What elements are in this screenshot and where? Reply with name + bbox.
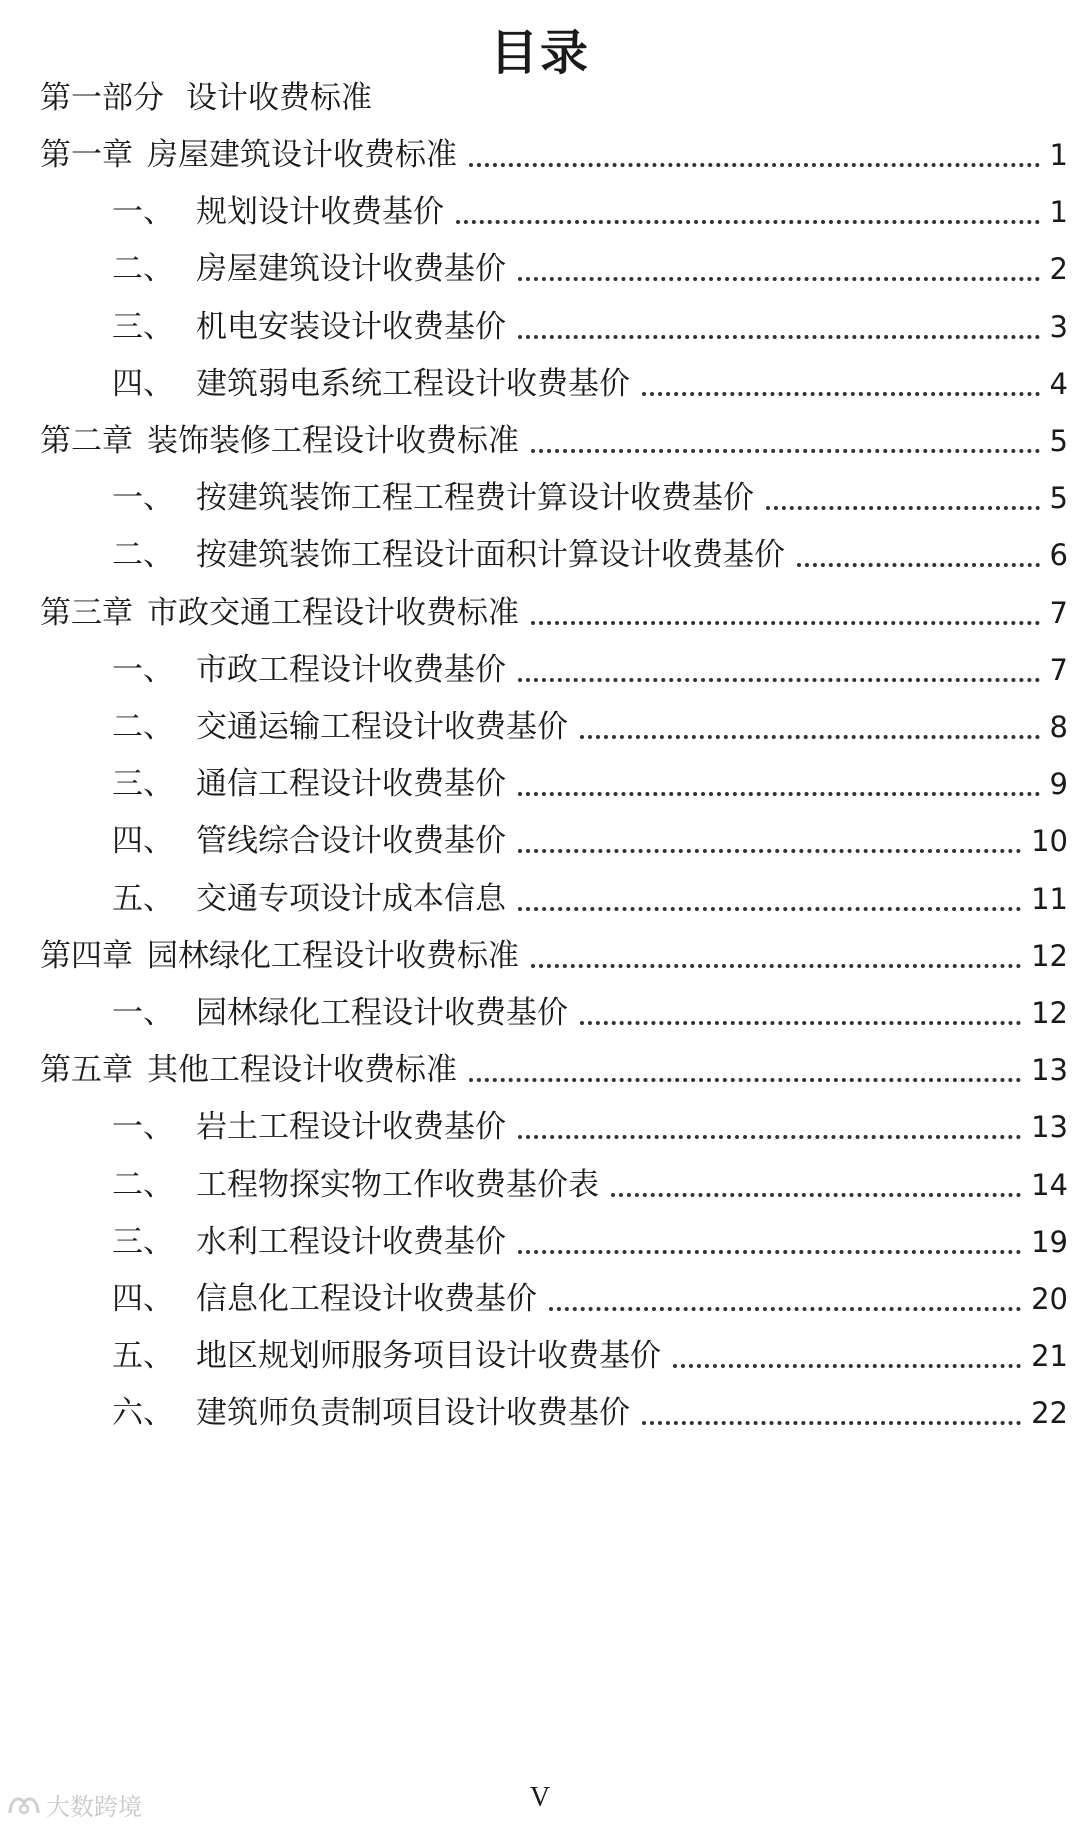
toc-section-entry[interactable] [112, 190, 1068, 234]
chapter-number: 第三章 [40, 594, 133, 631]
toc-chapter-entry[interactable] [40, 591, 1068, 635]
section-number: 三、 [112, 308, 174, 345]
toc-section-entry[interactable] [112, 1220, 1068, 1264]
chapter-number: 第一章 [40, 137, 133, 173]
section-number: 四、 [112, 1281, 174, 1317]
section-title: 园林绿化工程设计收费基价 [196, 995, 568, 1031]
section-number: 四、 [112, 365, 174, 402]
toc-page-number: 22 [1031, 1396, 1068, 1431]
toc-section-entry[interactable] [112, 476, 1068, 520]
toc-section-entry[interactable] [112, 1334, 1068, 1378]
toc-page-number: 3 [1049, 309, 1068, 344]
dot-leader [580, 1021, 1021, 1025]
dot-leader [518, 1135, 1021, 1139]
toc-page-number: 20 [1031, 1282, 1068, 1316]
section-title: 机电安装设计收费基价 [196, 308, 506, 345]
chapter-number: 第五章 [40, 1052, 133, 1089]
section-number: 二、 [112, 251, 174, 288]
toc-section-entry[interactable] [112, 1277, 1068, 1321]
toc-page-number: 8 [1049, 710, 1068, 744]
section-title: 规划设计收费基价 [196, 194, 444, 231]
chapter-title: 市政交通工程设计收费标准 [147, 594, 519, 631]
section-number: 三、 [112, 1223, 174, 1260]
section-number: 六、 [112, 1395, 174, 1432]
section-number: 二、 [112, 1166, 174, 1203]
toc-section-entry[interactable] [112, 762, 1068, 806]
toc-page-number: 7 [1049, 595, 1068, 630]
toc-page-number: 10 [1031, 824, 1068, 859]
section-number: 一、 [112, 194, 174, 231]
dot-leader [531, 621, 1040, 625]
toc-section-entry[interactable] [112, 533, 1068, 577]
section-number: 二、 [112, 709, 174, 745]
toc-page-number: 21 [1031, 1339, 1068, 1374]
section-number: 二、 [112, 537, 174, 574]
section-title: 按建筑装饰工程工程费计算设计收费基价 [196, 480, 754, 517]
section-title: 水利工程设计收费基价 [196, 1223, 506, 1260]
dot-leader [469, 163, 1040, 167]
section-number: 五、 [112, 880, 174, 917]
toc-section-entry[interactable] [112, 1163, 1068, 1207]
toc-chapter-entry[interactable] [40, 419, 1068, 463]
toc-page-number: 13 [1031, 1053, 1068, 1088]
toc-page-number: 6 [1049, 538, 1068, 573]
toc-page-number: 5 [1049, 424, 1068, 458]
dot-leader [518, 907, 1021, 911]
section-title: 房屋建筑设计收费基价 [196, 251, 506, 288]
section-number: 五、 [112, 1338, 174, 1375]
toc-chapter-entry[interactable] [40, 934, 1068, 978]
chapter-title: 园林绿化工程设计收费标准 [147, 937, 519, 974]
watermark-text: 大数跨境 [46, 1793, 142, 1821]
section-title: 管线综合设计收费基价 [196, 823, 506, 860]
chapter-title: 其他工程设计收费标准 [147, 1052, 457, 1089]
dot-leader [518, 849, 1021, 853]
toc-section-entry[interactable] [112, 648, 1068, 692]
dot-leader [518, 792, 1040, 796]
dot-leader [518, 277, 1040, 281]
chapter-title: 装饰装修工程设计收费标准 [147, 423, 519, 459]
toc-page-number: 1 [1049, 138, 1068, 172]
dot-leader [456, 220, 1040, 224]
page-number: V [529, 1782, 551, 1813]
chapter-title: 房屋建筑设计收费标准 [147, 137, 457, 173]
toc-section-entry[interactable] [112, 1391, 1068, 1435]
toc-page-number: 5 [1049, 481, 1068, 516]
dot-leader [642, 392, 1040, 396]
section-number: 一、 [112, 995, 174, 1031]
toc-section-entry[interactable] [112, 362, 1068, 406]
toc-page-number: 9 [1049, 767, 1068, 802]
dot-leader [531, 964, 1021, 968]
dot-leader [469, 1078, 1021, 1082]
section-title: 市政工程设计收费基价 [196, 651, 506, 688]
dot-leader [549, 1307, 1021, 1311]
dot-leader [611, 1193, 1021, 1197]
watermark-logo-icon [6, 1791, 42, 1819]
section-number: 一、 [112, 1109, 174, 1146]
dot-leader [518, 1250, 1021, 1254]
page-title: 目录 [489, 25, 590, 81]
toc-section-entry[interactable] [112, 991, 1068, 1035]
toc-page-number: 11 [1031, 881, 1068, 916]
toc-page-number: 1 [1049, 195, 1068, 230]
section-title: 建筑弱电系统工程设计收费基价 [196, 365, 630, 402]
section-title: 按建筑装饰工程设计面积计算设计收费基价 [196, 537, 785, 574]
toc-chapter-entry[interactable] [40, 1048, 1068, 1092]
dot-leader [518, 678, 1040, 682]
section-title: 建筑师负责制项目设计收费基价 [196, 1395, 630, 1432]
section-title: 信息化工程设计收费基价 [196, 1281, 537, 1317]
dot-leader [673, 1364, 1021, 1368]
section-title: 通信工程设计收费基价 [196, 766, 506, 803]
toc-section-entry[interactable] [112, 247, 1068, 291]
toc-page-number: 7 [1049, 652, 1068, 687]
section-title: 交通专项设计成本信息 [196, 880, 506, 917]
section-title: 工程物探实物工作收费基价表 [196, 1166, 599, 1203]
toc-part-heading [40, 76, 540, 120]
toc-page-number: 12 [1031, 938, 1068, 973]
section-number: 四、 [112, 823, 174, 860]
dot-leader [580, 735, 1040, 739]
dot-leader [518, 335, 1040, 339]
dot-leader [531, 449, 1040, 453]
toc-section-entry[interactable] [112, 877, 1068, 921]
toc-chapter-entry[interactable] [40, 133, 1068, 177]
part-label: 设计收费标准 [186, 80, 372, 116]
toc-page-number: 14 [1031, 1167, 1068, 1202]
toc-section-entry[interactable] [112, 305, 1068, 349]
section-number: 三、 [112, 766, 174, 803]
section-number: 一、 [112, 480, 174, 517]
dot-leader [642, 1421, 1021, 1425]
chapter-number: 第四章 [40, 937, 133, 974]
section-title: 地区规划师服务项目设计收费基价 [196, 1338, 661, 1375]
toc-page-number: 12 [1031, 996, 1068, 1030]
section-title: 岩土工程设计收费基价 [196, 1109, 506, 1146]
toc-page-number: 2 [1049, 252, 1068, 287]
toc-section-entry[interactable] [112, 1105, 1068, 1149]
toc-section-entry[interactable] [112, 705, 1068, 749]
watermark [6, 1787, 142, 1822]
section-number: 一、 [112, 651, 174, 688]
toc-page-number: 19 [1031, 1224, 1068, 1259]
chapter-number: 第二章 [40, 423, 133, 459]
dot-leader [797, 563, 1040, 567]
toc-page-number: 13 [1031, 1110, 1068, 1145]
toc-page-number: 4 [1049, 366, 1068, 401]
part-number: 第一部分 [40, 80, 164, 116]
toc-section-entry[interactable] [112, 819, 1068, 863]
dot-leader [766, 506, 1040, 510]
section-title: 交通运输工程设计收费基价 [196, 709, 568, 745]
